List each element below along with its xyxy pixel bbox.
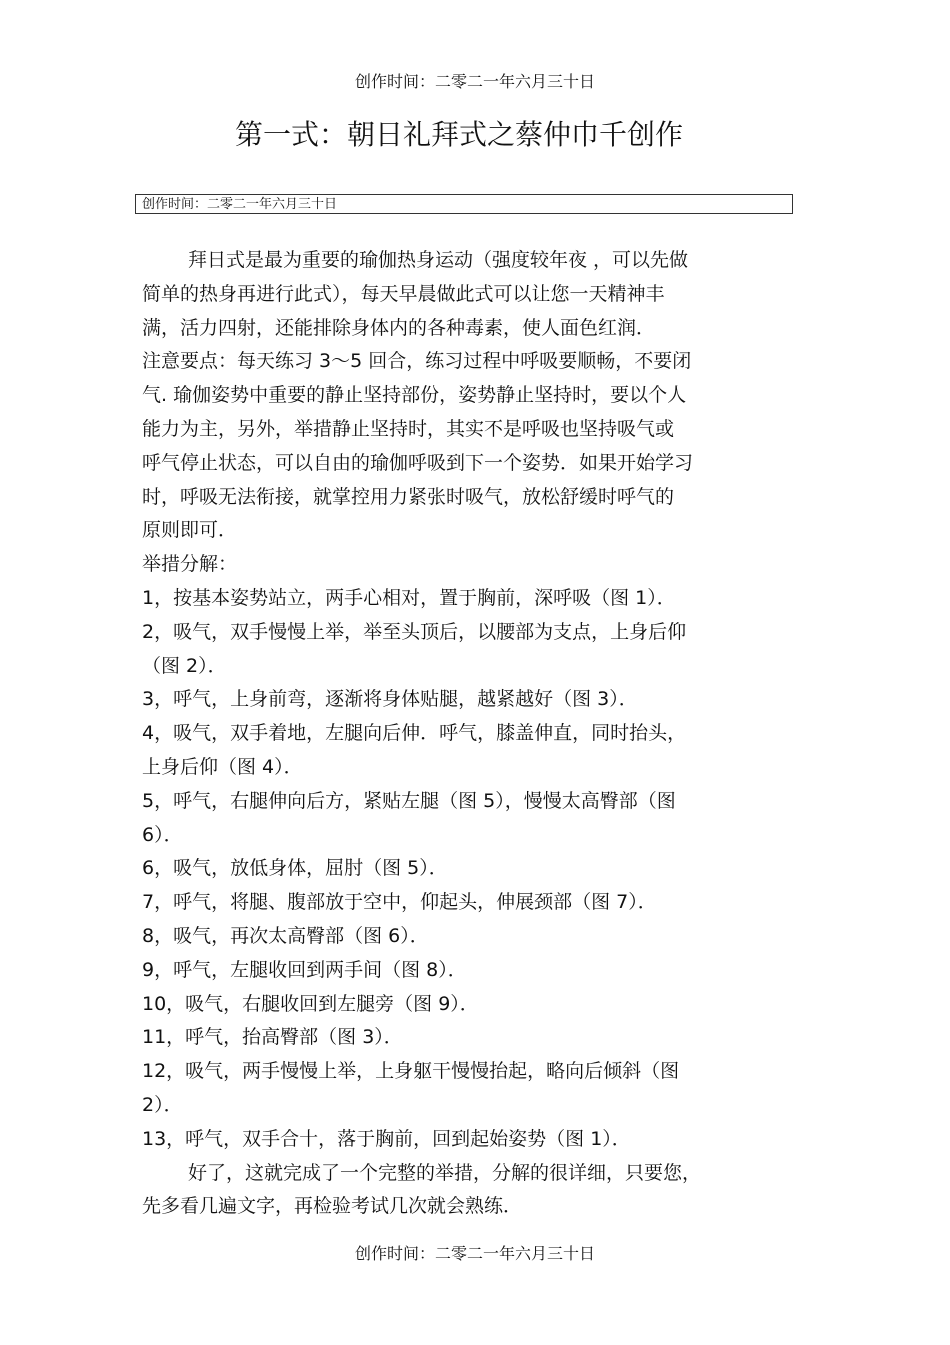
step-line: 6）．: [142, 823, 183, 846]
paragraph-line: 好了，这就完成了一个完整的举措，分解的很详细，只要您，: [188, 1161, 702, 1184]
step-line: 5，呼气，右腿伸向后方，紧贴左腿（图 5），慢慢太高臀部（图: [142, 789, 676, 812]
boxed-creation-time: 创作时间：二零二一年六月三十日: [135, 194, 793, 214]
step-line: 7，呼气，将腿、腹部放于空中，仰起头，伸展颈部（图 7）．: [142, 891, 657, 914]
step-line: 上身后仰（图 4）．: [142, 755, 303, 778]
paragraph-line: 满，活力四射，还能排除身体内的各种毒素，使人面色红润．: [142, 316, 656, 339]
step-line: 11，呼气，抬高臀部（图 3）．: [142, 1026, 403, 1049]
paragraph-line: 气. 瑜伽姿势中重要的静止坚持部份，姿势静止坚持时，要以个人: [142, 384, 687, 407]
paragraph-line: 先多看几遍文字，再检验考试几次就会熟练．: [142, 1195, 523, 1218]
step-line: 8，吸气，再次太高臀部（图 6）．: [142, 924, 429, 947]
header-creation-time: 创作时间：二零二一年六月三十日: [354, 72, 595, 91]
footer-creation-time: 创作时间：二零二一年六月三十日: [354, 1244, 595, 1263]
step-line: 4，吸气，双手着地，左腿向后伸．呼气，膝盖伸直，同时抬头，: [142, 722, 687, 745]
paragraph-line: 简单的热身再进行此式），每天早晨做此式可以让您一天精神丰: [142, 282, 665, 305]
step-line: 9，呼气，左腿收回到两手间（图 8）．: [142, 958, 467, 981]
paragraph-line: 拜日式是最为重要的瑜伽热身运动（强度较年夜 ，可以先做: [188, 249, 689, 271]
paragraph-line: 原则即可．: [142, 519, 238, 542]
section-heading: 举措分解：: [142, 553, 238, 576]
step-line: 12，吸气，两手慢慢上举，上身躯干慢慢抬起，略向后倾斜（图: [142, 1060, 680, 1083]
step-line: 1，按基本姿势站立，两手心相对，置于胸前，深呼吸（图 1）．: [142, 586, 676, 609]
step-line: 2）．: [142, 1093, 183, 1116]
paragraph-line: 注意要点：每天练习 3～5 回合，练习过程中呼吸要顺畅，不要闭: [142, 350, 692, 373]
body-text: [142, 244, 807, 1224]
step-line: 2，吸气，双手慢慢上举，举至头顶后，以腰部为支点，上身后仰: [142, 620, 687, 643]
document-title: 第一式：朝日礼拜式之蔡仲巾千创作: [234, 118, 683, 151]
step-line: （图 2）．: [142, 654, 227, 677]
step-line: 10，吸气，右腿收回到左腿旁（图 9）．: [142, 992, 479, 1015]
paragraph-line: 能力为主，另外，举措静止坚持时，其实不是呼吸也坚持吸气或: [142, 417, 675, 440]
step-line: 13，呼气，双手合十，落于胸前，回到起始姿势（图 1）．: [142, 1127, 631, 1150]
step-line: 6，吸气，放低身体，屈肘（图 5）．: [142, 857, 448, 880]
paragraph-line: 呼气停止状态，可以自由的瑜伽呼吸到下一个姿势．如果开始学习: [142, 451, 694, 474]
step-line: 3，呼气，上身前弯，逐渐将身体贴腿，越紧越好（图 3）．: [142, 688, 638, 711]
paragraph-line: 时，呼吸无法衔接，就掌控用力紧张时吸气，放松舒缓时呼气的: [142, 485, 675, 508]
